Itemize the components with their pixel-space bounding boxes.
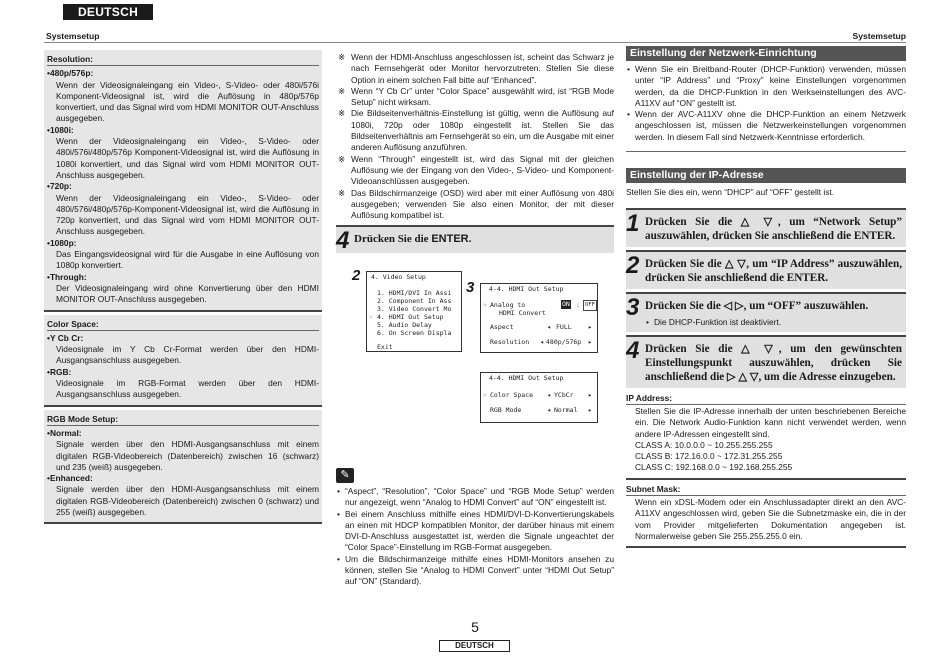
network-setup-heading: Einstellung der Netzwerk-Einrichtung	[626, 46, 906, 61]
step-sub-note: • Die DHCP-Funktion ist deaktiviert.	[645, 317, 906, 331]
resolution-box	[44, 50, 322, 312]
enter-key: ENTER	[431, 233, 469, 246]
footer-language-tab: DEUTSCH	[439, 640, 510, 652]
note-bullet: • “Aspect”, “Resolution”, “Color Space” und “RGB Mode Setup” werden nur angezeigt, wenn “Analog to HDMI Convert” auf “ON” eingestellt ist.	[336, 486, 614, 509]
option-label: • Through:	[47, 272, 319, 283]
osd-value: Normal	[554, 406, 578, 414]
osd-hdmi-out-screen-1	[480, 283, 598, 353]
option-desc: Der Videosignaleingang wird ohne Konvertierung über den HDMI MONITOR OUT-Anschluss ausgegeben.	[56, 282, 319, 305]
step-1	[626, 208, 906, 247]
note-item: ※ Wenn der HDMI-Anschluss angeschlossen ist, scheint das Schwarz je nach Fernsehgerät oder Monitor hervorzutreten. Stellen Sie diese Option in einem solchen Fall bitte auf “Enhanced”.	[336, 52, 614, 86]
osd-cursor-icon: ☞	[483, 391, 487, 399]
option-label: • 720p:	[47, 181, 319, 192]
note-item: ※ Die Bildseitenverhältnis-Einstellung ist gültig, wenn die Auflösung auf 1080i, 720p oder 1080p eingestellt ist. Stellen Sie das Bildseitenverhältnis am Fernsehgerät so ein, um die Ausgabe mit einer anderen Auflösung anzuführen.	[336, 108, 614, 153]
section-divider	[626, 151, 906, 152]
option-label: • Enhanced:	[47, 473, 319, 484]
osd-arrow-right-icon: ▸	[588, 406, 592, 414]
ip-address-box	[626, 391, 906, 480]
step-2	[626, 250, 906, 289]
section-title-right: Systemsetup	[852, 31, 906, 41]
option-label: • 1080p:	[47, 238, 319, 249]
osd-label: Analog to	[490, 301, 526, 309]
option-label: • 1080i:	[47, 125, 319, 136]
osd-label: RGB Mode	[490, 406, 522, 414]
language-tab: DEUTSCH	[63, 4, 153, 20]
osd-arrow-right-icon: ▸	[588, 391, 592, 399]
pencil-notes	[336, 486, 614, 588]
osd-arrow-right-icon: ▸	[588, 338, 592, 346]
step-number: 2	[626, 252, 640, 280]
option-desc: Videosignale im Y Cb Cr-Format werden über den HDMI-Ausgangsanschluss ausgegeben.	[56, 344, 319, 366]
subnet-mask-label: Subnet Mask:	[626, 484, 906, 496]
option-label: • 480p/576p:	[47, 68, 319, 79]
step-4	[626, 335, 906, 388]
osd-arrow-left-icon: ◂	[547, 323, 551, 331]
osd-step-3: 3	[466, 279, 475, 296]
option-desc: Videosignale im RGB-Format werden über den HDMI-Ausgangsanschluss ausgegeben.	[56, 378, 319, 400]
osd-menu-line: 2. Component In Ass	[377, 297, 452, 305]
osd-label: Color Space	[490, 391, 534, 399]
color-space-box	[44, 315, 322, 407]
osd-value: 480p/576p	[546, 338, 582, 346]
option-desc: Wenn der Videosignaleingang ein Video-, S-Video- oder 480i/576i/480p/576p-Komponent-Videosignal ist, wird die Auflösung in 720p konvertiert, und das Signal wird vom HDMI MONITOR OUT-Anschluss ausgegeben.	[56, 192, 319, 237]
osd-off-option: OFF	[583, 300, 597, 311]
option-label: • Y Cb Cr:	[47, 333, 319, 344]
option-desc: Signale werden über den HDMI-Ausgangsanschluss mit einem digitalen RGB-Videobereich (Datenbereich) zwischen 16 (schwarz) und 235 (weiß) ausgegeben.	[56, 439, 319, 472]
option-label: • RGB:	[47, 367, 319, 378]
osd-arrow-right-icon: ▸	[588, 323, 592, 331]
option-desc: Wenn der Videosignaleingang ein Video-, S-Video- oder 480i/576i Komponent-Videosignal ist, wird die Auflösung in 480p/576p konvertiert, und das Signal wird vom HDMI MONITOR OUT-Anschluss ausgegeben.	[56, 79, 319, 124]
note-text: Das Bildschirmanzeige (OSD) wird aber mit einer Auflösung von 480i ausgegeben; verwenden Sie also einen Monitor, der mit dieser Auflösung kompatibel ist.	[351, 187, 614, 221]
section-title-left: Systemsetup	[46, 31, 100, 41]
header-divider	[44, 42, 906, 43]
osd-label: Aspect	[490, 323, 514, 331]
step-text-post: .	[468, 233, 472, 246]
osd-arrow-left-icon: ◂	[547, 391, 551, 399]
color-space-title: Color Space:	[47, 319, 319, 331]
step-number: 4	[626, 336, 640, 364]
ip-class: CLASS A: 10.0.0.0 ~ 10.255.255.255	[635, 439, 773, 450]
osd-title: 4-4. HDMI Out Setup	[489, 374, 564, 382]
osd-cursor-icon: ☞	[483, 301, 487, 309]
osd-value: FULL	[556, 323, 572, 331]
step-number: 3	[626, 294, 640, 322]
osd-menu-line: 1. HDMI/DVI In Assi	[377, 289, 452, 297]
option-label: • Normal:	[47, 428, 319, 439]
step-text-pre: Drücken Sie die	[354, 233, 432, 246]
step-number: 4	[336, 227, 350, 255]
osd-arrow-left-icon: ◂	[540, 338, 544, 346]
note-item: ※ Wenn “Through” eingestellt ist, wird das Signal mit der gleichen Auflösung wie der Eingang von den Video-, S-Video- und Komponent-Videoanschlüssen ausgegeben.	[336, 154, 614, 188]
osd-menu-line: 5. Audio Delay	[377, 321, 432, 329]
network-bullet: • Wenn der AVC-A11XV ohne die DHCP-Funktion an einem Netzwerk angeschlossen ist, müssen die Netzwerkeinstellungen vorgenommen werden. In diesem Fall sind Netzwerk-Kenntnisse erforderlich.	[626, 109, 906, 143]
note-bullet: • Bei einem Anschluss mithilfe eines HDMI/DVI-D-Konvertierungskabels an einen mit HDCP kompatiblen Monitor, der darüber hinaus mit einem DVI-D-Anschluss ausgestattet ist, werden die Signale ungeachtet der “Color Space”-Einstellung im RGB-Format ausgegeben.	[336, 509, 614, 554]
page-number: 5	[471, 619, 479, 635]
resolution-title: Resolution:	[47, 54, 319, 66]
middle-column	[336, 52, 614, 253]
ip-class: CLASS C: 192.168.0.0 ~ 192.168.255.255	[635, 462, 793, 473]
osd-label: Resolution	[490, 338, 530, 346]
note-item	[336, 188, 614, 222]
right-column	[626, 46, 906, 548]
osd-on-option: ON	[562, 300, 570, 308]
option-desc: Das Eingangsvideosignal wird für die Ausgabe in eine Auflösung von 1080p konvertiert.	[56, 249, 319, 271]
osd-step-2: 2	[352, 267, 361, 284]
subnet-mask-desc: Wenn ein xDSL-Modem oder ein Anschlussadapter direkt an den AVC-A11XV angeschlossen wird, geben Sie die Subnetzmaske ein, die in der vom Provider mitgelieferten Dokumentation angegeben ist. Normalerweise geben Sie 255.255.255.0 ein.	[635, 497, 906, 541]
subnet-mask-box	[626, 480, 906, 548]
note-item: ※ Wenn “Y Cb Cr” unter “Color Space” ausgewählt wird, ist “RGB Mode Setup” nicht wirksam.	[336, 86, 614, 109]
osd-separator: :	[576, 301, 580, 309]
network-bullet: • Wenn Sie ein Breitband-Router (DHCP-Funktion) verwenden, müssen unter “IP Address” und “Proxy” keine Einstellungen vorgenommen werden, da die DHCP-Funktion in den Werkseinstellungen des AVC-A11XV auf “ON” gestellt ist.	[626, 64, 906, 109]
step-text: Drücken Sie die △ ▽, um den gewünschten Einstellungspunkt auszuwählen, drücken Sie anschließend die ▷ △ ▽, um die Adresse einzugeben.	[645, 342, 902, 383]
step-4-press-enter	[336, 225, 614, 253]
osd-exit: Exit	[377, 343, 393, 351]
ip-intro: Stellen Sie dies ein, wenn “DHCP” auf “OFF” gestellt ist.	[626, 187, 835, 198]
osd-title: 4. Video Setup	[371, 273, 426, 281]
ip-address-desc: Stellen Sie die IP-Adresse innerhalb der unten beschriebenen Bereiche ein. Die Network Audio-Funktion kann nicht verwendet werden, wenn andere IP-Adressen eingestellt sind.	[635, 405, 906, 439]
pencil-icon: ✎	[336, 468, 354, 483]
left-column	[44, 50, 322, 527]
rgb-mode-box	[44, 410, 322, 525]
osd-menu-line: 3. Video Convert Mo	[377, 305, 452, 313]
option-desc: Signale werden über den HDMI-Ausgangsanschluss mit einem digitalen RGB-Videobereich (Datenbereich) zwischen 0 (schwarz) und 255 (weiß) ausgegeben.	[56, 484, 319, 517]
osd-arrow-left-icon: ◂	[547, 406, 551, 414]
ip-class: CLASS B: 172.16.0.0 ~ 172.31.255.255	[635, 451, 783, 462]
ip-address-heading: Einstellung der IP-Adresse	[626, 168, 906, 183]
osd-cursor-icon: ☞	[369, 313, 373, 321]
osd-menu-line: 4. HDMI Out Setup	[377, 313, 444, 321]
osd-label: HDMI Convert	[499, 309, 546, 317]
step-text: Drücken Sie die ◁ ▷, um “OFF” auszuwählen.	[645, 300, 869, 313]
step-number: 1	[626, 210, 640, 238]
note-bullet: • Um die Bildschirmanzeige mithilfe eines HDMI-Monitors ansehen zu können, stellen Sie “Analog to HDMI Convert” unter “HDMI Out Setup” auf “ON” (Standard).	[336, 554, 614, 588]
ip-address-label: IP Address:	[626, 393, 906, 405]
step-text	[354, 234, 471, 245]
osd-hdmi-out-screen-2	[480, 372, 598, 423]
step-text: Drücken Sie die △ ▽, um “IP Address” auszuwählen, drücken Sie anschließend die ENTER.	[645, 258, 902, 285]
osd-value: YCbCr	[554, 391, 574, 399]
step-3	[626, 292, 906, 331]
osd-menu-line: 6. On Screen Displa	[377, 329, 452, 337]
osd-video-setup-screen	[366, 271, 462, 352]
step-text: Drücken Sie die △ ▽, um “Network Setup” auszuwählen, drücken Sie anschließend die ENTER.	[645, 216, 902, 243]
option-desc: Wenn der Videosignaleingang ein Video-, S-Video- oder 480i/576i/480p/576p Komponent-Videosignal ist, wird die Auflösung in 1080i konvertiert, und das Signal wird vom HDMI MONITOR OUT-Anschluss ausgegeben.	[56, 136, 319, 180]
rgb-mode-title: RGB Mode Setup:	[47, 414, 319, 426]
osd-title: 4-4. HDMI Out Setup	[489, 285, 564, 293]
